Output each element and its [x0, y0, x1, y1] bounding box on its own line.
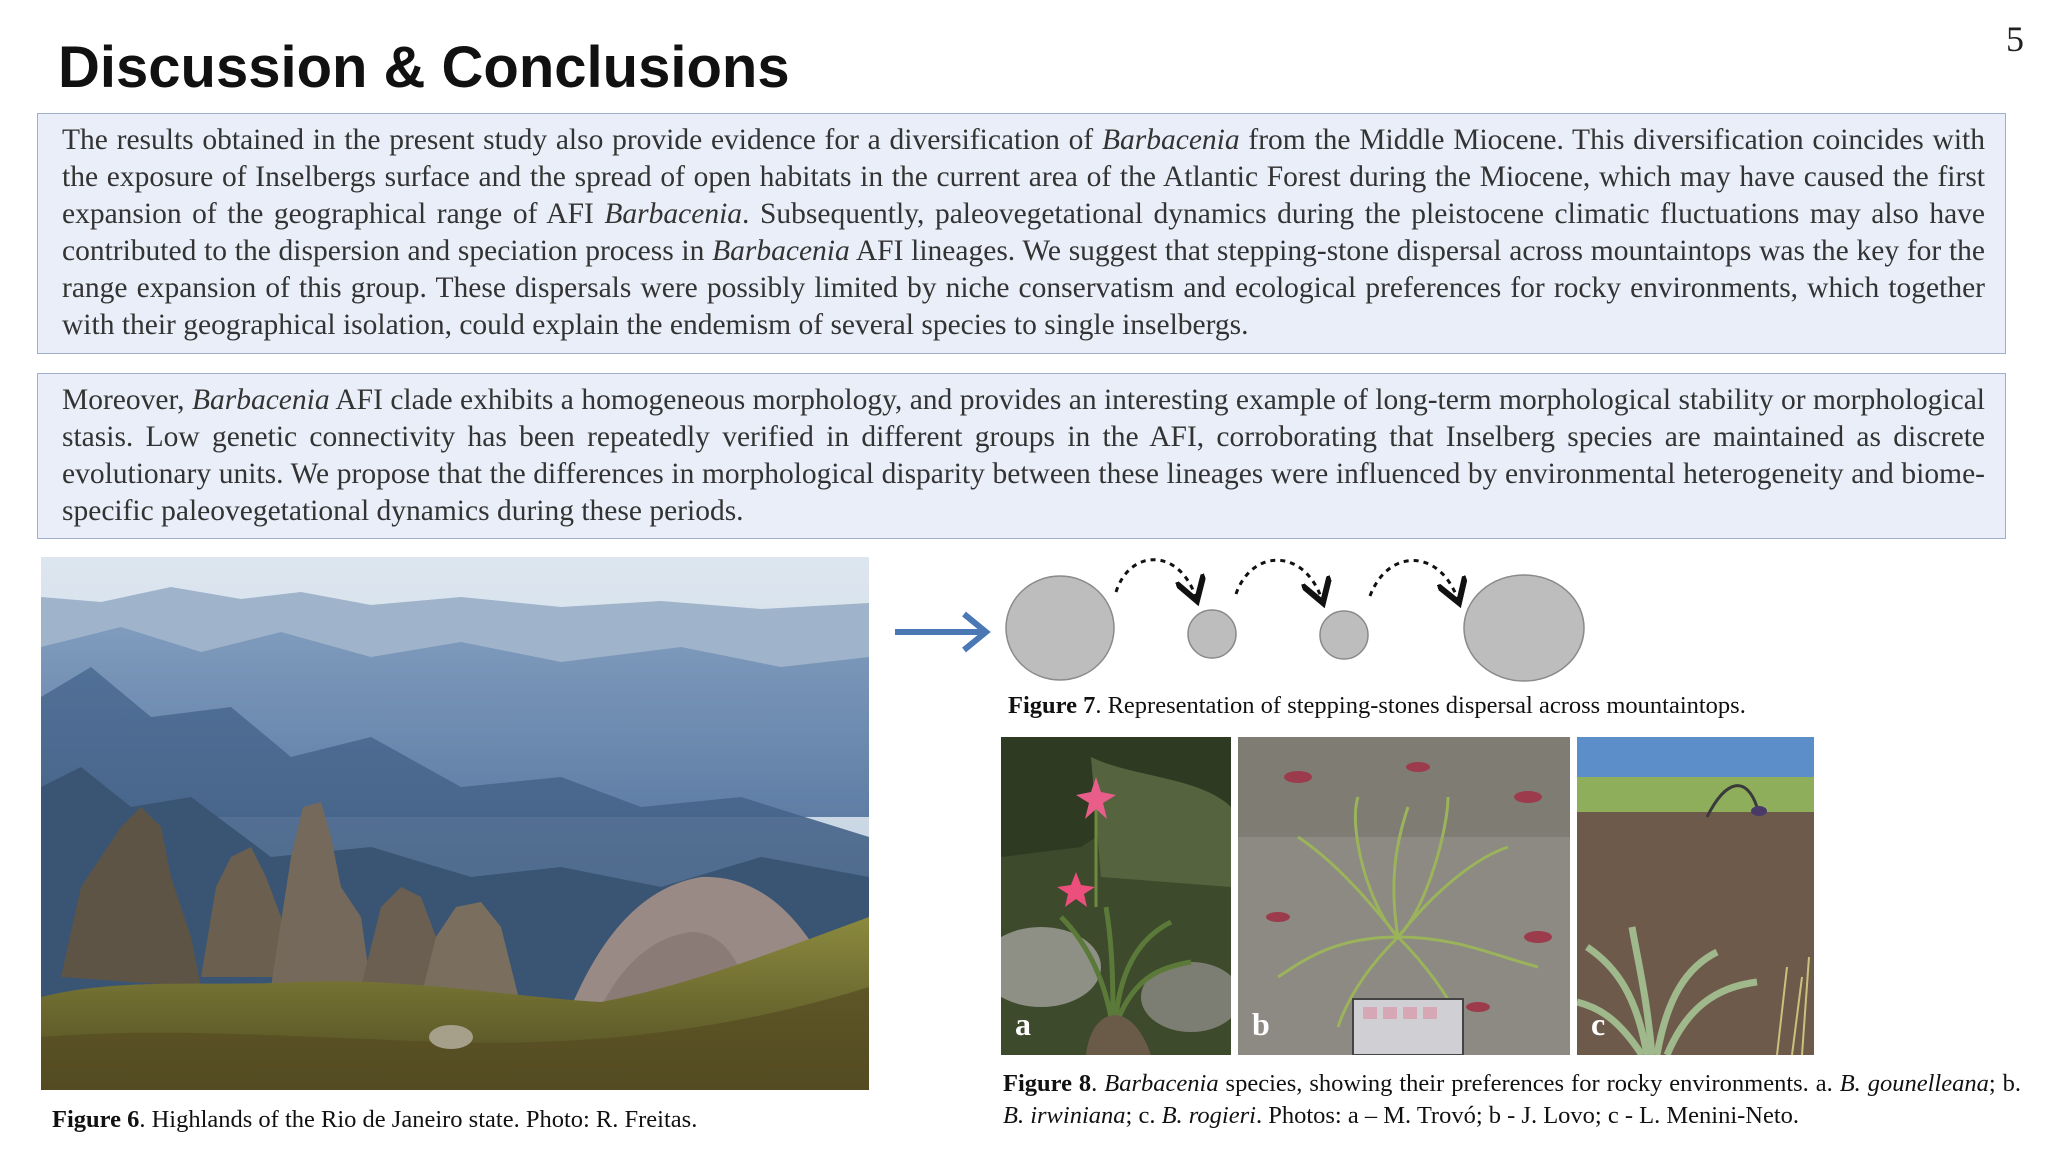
barbacenia-gounelleana-photo — [1001, 737, 1231, 1055]
p2-text-1: Moreover, — [62, 384, 192, 416]
figure8-text-3: ; b. — [1988, 1070, 2022, 1097]
figure8-species-b: B. irwiniana — [1003, 1102, 1126, 1129]
p2-text-2: AFI clade exhibits a homogeneous morphology, and provides an interesting example of long-term morphological stability or morphological stasis. Low genetic connectivity has been repeatedly verified in different groups in the AFI, corroborating that Inselberg species are maintained as discrete evolutionary units. We propose that the differences in morphological disparity between these lineages were influenced by environmental heterogeneity and biome-specific paleovegetational dynamics during these periods. — [62, 384, 1985, 527]
p1-genus-1: Barbacenia — [1102, 124, 1240, 156]
large-mountaintop-circle-right — [1464, 575, 1584, 681]
barbacenia-rogieri-photo — [1577, 737, 1814, 1055]
page-number: 5 — [2006, 19, 2024, 59]
p1-genus-2: Barbacenia — [604, 198, 743, 230]
dashed-curved-arrow-icon — [1116, 560, 1196, 598]
panel-label-a: a — [1015, 1006, 1031, 1042]
figure8-caption — [1003, 1068, 2021, 1132]
figure8-species-a: B. gounelleana — [1839, 1070, 1989, 1097]
discussion-paragraph-2 — [37, 373, 2006, 539]
p1-text-2: from the Middle Miocene. This diversification coincides with the exposure of Inselbergs surface and the spread of open habitats in the current area of the Atlantic Forest during the Miocene, which may have caused the first expansion of the geographical range of AFI — [62, 124, 1985, 230]
figure7-label: Figure 7 — [1008, 692, 1096, 719]
right-arrow-icon — [895, 614, 986, 650]
dashed-curved-arrow-icon — [1370, 560, 1458, 600]
figure8-genus: Barbacenia — [1104, 1070, 1219, 1097]
figure8-text-4: ; c. — [1125, 1102, 1162, 1129]
panel-label-b: b — [1252, 1006, 1270, 1042]
figure8-species-c: B. rogieri — [1161, 1102, 1256, 1129]
figure8-label: Figure 8 — [1003, 1070, 1092, 1097]
figure6-text: . Highlands of the Rio de Janeiro state. Photo: R. Freitas. — [139, 1106, 698, 1133]
small-mountaintop-circle-1 — [1188, 610, 1236, 658]
large-mountaintop-circle-left — [1006, 576, 1114, 680]
figure6-caption — [52, 1104, 872, 1136]
figure6-label: Figure 6 — [52, 1106, 140, 1133]
panel-label-c: c — [1591, 1006, 1606, 1042]
figure8-text-1: . — [1091, 1070, 1105, 1097]
discussion-paragraph-1 — [37, 113, 2006, 354]
small-mountaintop-circle-2 — [1320, 611, 1368, 659]
figure7-caption — [1008, 690, 1908, 722]
p1-text-1: The results obtained in the present study also provide evidence for a diversification of — [62, 124, 1102, 156]
figure7-text: . Representation of stepping-stones dispersal across mountaintops. — [1095, 692, 1746, 719]
p2-genus-1: Barbacenia — [191, 384, 330, 416]
p1-text-3: . Subsequently, paleovegetational dynamics during the pleistocene climatic fluctuations may also have contributed to the dispersion and speciation process in — [62, 198, 1986, 267]
p1-text-4: AFI lineages. We suggest that stepping-stone dispersal across mountaintops was the key for the range expansion of this group. These dispersals were possibly limited by niche conservatism and ecological preferences for rocky environments, which together with their geographical isolation, could explain the endemism of several species to single inselbergs. — [62, 235, 1985, 341]
highlands-photo — [41, 557, 869, 1090]
figure8-text-5: . Photos: a – M. Trovó; b - J. Lovo; c - L. Menini-Neto. — [1255, 1102, 1800, 1129]
dashed-curved-arrow-icon — [1236, 560, 1322, 600]
barbacenia-irwiniana-photo — [1238, 737, 1570, 1055]
stepping-stones-diagram — [880, 548, 1600, 688]
figure8-text-2: species, showing their preferences for rocky environments. a. — [1218, 1070, 1840, 1097]
slide-title: Discussion & Conclusions — [58, 35, 790, 100]
p1-genus-3: Barbacenia — [712, 235, 850, 267]
